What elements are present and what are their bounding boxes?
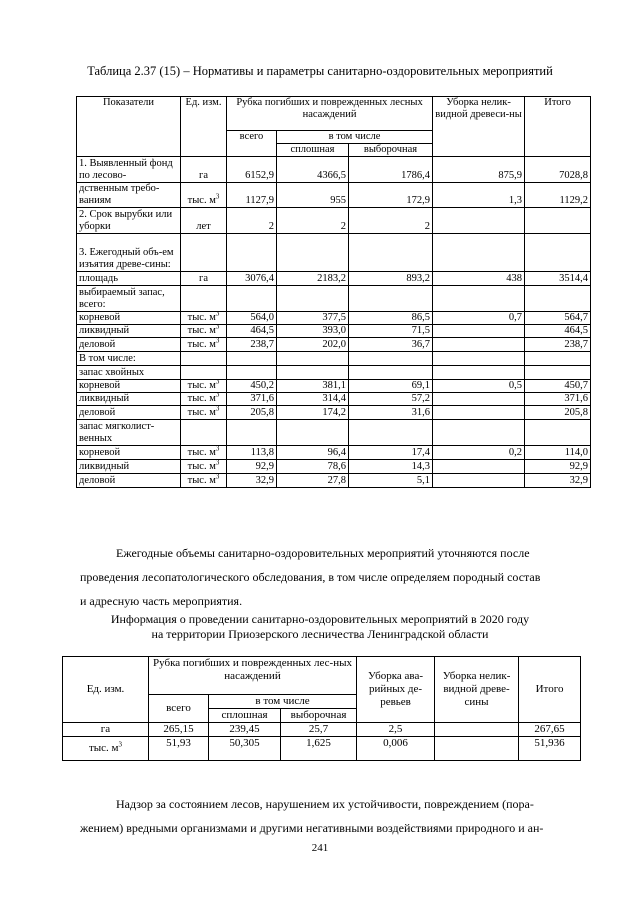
cell-selective: [349, 286, 433, 312]
cell-all: 205,8: [227, 406, 277, 420]
unit-superscript: 3: [215, 392, 220, 399]
cell-total: [525, 234, 591, 272]
t2-header-including: в том числе: [209, 695, 357, 709]
unit-superscript: 3: [215, 459, 220, 467]
paragraph-1-line-1: Ежегодные объемы санитарно-оздоровительных мероприятий уточняются после: [116, 546, 530, 560]
table-row: [77, 406, 591, 420]
cell-clear: [277, 234, 349, 272]
row-label: деловой: [77, 474, 181, 488]
row-unit: [181, 234, 227, 272]
row-label: площадь: [77, 272, 181, 286]
cell-salvage: [433, 393, 525, 406]
cell-clear: [277, 286, 349, 312]
table-row: [77, 420, 591, 446]
cell-clear: 174,2: [277, 406, 349, 420]
cell-total: [525, 366, 591, 380]
cell-selective: 1786,4: [349, 157, 433, 183]
cell-all: [227, 366, 277, 380]
cell-clear: [277, 420, 349, 446]
cell-all: 2: [227, 208, 277, 234]
table-row: [77, 325, 591, 338]
cell-salvage: 0,5: [433, 380, 525, 393]
unit-superscript: 3: [215, 192, 220, 201]
unit-text: тыс. м: [88, 742, 119, 754]
paragraph-1: [80, 541, 580, 613]
cell-clear: 202,0: [277, 338, 349, 352]
cell-salvage: 0,7: [433, 312, 525, 325]
row-unit: [181, 183, 227, 208]
table-row: [77, 393, 591, 406]
row-unit: [181, 393, 227, 406]
cell-salvage: [433, 286, 525, 312]
cell-salvage: 1,3: [433, 183, 525, 208]
row-label: ликвидный: [77, 325, 181, 338]
cell-total: [525, 420, 591, 446]
cell-salvage: [433, 325, 525, 338]
t2-cell-total: 51,936: [519, 737, 581, 761]
t2-header-total: Итого: [519, 657, 581, 723]
row-unit: [181, 312, 227, 325]
t2-cell-emergency: 0,006: [357, 737, 435, 761]
cell-clear: 78,6: [277, 460, 349, 474]
header-selective: выборочная: [349, 144, 433, 157]
row-label: корневой: [77, 312, 181, 325]
cell-total: 114,0: [525, 446, 591, 460]
info-title-line-1: Информация о проведении санитарно-оздоровительных мероприятий в 2020 году: [110, 612, 530, 626]
cell-total: 564,7: [525, 312, 591, 325]
t2-cell-salvage: [435, 737, 519, 761]
t2-header-salvage: Уборка нелик-видной древе-сины: [435, 657, 519, 723]
cell-clear: 381,1: [277, 380, 349, 393]
cell-total: 450,7: [525, 380, 591, 393]
unit-superscript: 3: [215, 445, 220, 453]
row-unit: [181, 286, 227, 312]
t2-cell-clear: 50,305: [209, 737, 281, 761]
unit-text: га: [199, 170, 208, 181]
t2-header-selective: выборочная: [281, 709, 357, 723]
cell-all: 32,9: [227, 474, 277, 488]
cell-total: 32,9: [525, 474, 591, 488]
unit-superscript: 3: [118, 740, 123, 749]
cell-selective: 71,5: [349, 325, 433, 338]
unit-text: тыс. м: [187, 475, 216, 486]
header-total: Итого: [525, 97, 591, 157]
cell-total: 1129,2: [525, 183, 591, 208]
row-label: ликвидный: [77, 460, 181, 474]
info-title-line-2: на территории Приозерского лесничества Ленинградской области: [151, 627, 489, 641]
unit-text: тыс. м: [187, 325, 216, 336]
unit-superscript: 3: [215, 405, 220, 413]
paragraph-2-line-2: жением) вредными организмами и другими негативными воздействиями природного и ан-: [80, 821, 544, 835]
row-unit: [181, 352, 227, 366]
unit-text: тыс. м: [187, 195, 216, 206]
t2-cell-unit: га: [63, 723, 149, 737]
cell-salvage: 875,9: [433, 157, 525, 183]
header-all: всего: [227, 131, 277, 157]
unit-text: тыс. м: [187, 447, 216, 458]
t2-cell-all: 265,15: [149, 723, 209, 737]
row-label: 2. Срок вырубки или уборки: [77, 208, 181, 234]
row-label: 1. Выявленный фонд по лесово-: [77, 157, 181, 183]
cell-selective: 17,4: [349, 446, 433, 460]
cell-salvage: [433, 474, 525, 488]
cell-clear: [277, 366, 349, 380]
row-label: деловой: [77, 406, 181, 420]
row-unit: [181, 474, 227, 488]
cell-all: 464,5: [227, 325, 277, 338]
cell-selective: 86,5: [349, 312, 433, 325]
table-caption: Таблица 2.37 (15) – Нормативы и параметры санитарно-оздоровительных мероприятий: [87, 64, 553, 78]
cell-clear: 2183,2: [277, 272, 349, 286]
cell-salvage: [433, 420, 525, 446]
row-unit: [181, 460, 227, 474]
header-including: в том числе: [277, 131, 433, 144]
header-indicator: Показатели: [77, 97, 181, 157]
header-felling: Рубка погибших и поврежденных лесных насаждений: [227, 97, 433, 131]
unit-text: га: [199, 273, 208, 284]
cell-salvage: 0,2: [433, 446, 525, 460]
paragraph-1-line-2: проведения лесопатологического обследования, в том числе определяем породный состав: [80, 570, 541, 584]
cell-all: 113,8: [227, 446, 277, 460]
info-2020-table: [62, 656, 581, 761]
cell-total: 3514,4: [525, 272, 591, 286]
header-clear: сплошная: [277, 144, 349, 157]
t2-cell-total: 267,65: [519, 723, 581, 737]
cell-clear: [277, 352, 349, 366]
table-row: [77, 208, 591, 234]
sanitary-norms-table: [76, 96, 591, 488]
cell-all: 92,9: [227, 460, 277, 474]
unit-superscript: 3: [215, 473, 220, 481]
table-row: [77, 446, 591, 460]
table-row: [77, 460, 591, 474]
row-unit: [181, 420, 227, 446]
t2-cell-selective: 1,625: [281, 737, 357, 761]
cell-clear: 27,8: [277, 474, 349, 488]
cell-all: [227, 352, 277, 366]
row-label: 3. Ежегодный объ-ем изъятия древе-сины:: [77, 234, 181, 272]
row-unit: [181, 446, 227, 460]
row-unit: [181, 366, 227, 380]
cell-clear: 314,4: [277, 393, 349, 406]
cell-selective: 5,1: [349, 474, 433, 488]
paragraph-2: [80, 792, 580, 840]
unit-text: тыс. м: [187, 312, 216, 323]
cell-total: 92,9: [525, 460, 591, 474]
cell-clear: 393,0: [277, 325, 349, 338]
row-unit: [181, 406, 227, 420]
t2-cell-salvage: [435, 723, 519, 737]
cell-clear: 96,4: [277, 446, 349, 460]
cell-salvage: [433, 366, 525, 380]
cell-clear: 955: [277, 183, 349, 208]
t2-cell-all: 51,93: [149, 737, 209, 761]
unit-text: тыс. м: [187, 393, 216, 404]
cell-selective: 69,1: [349, 380, 433, 393]
row-label: корневой: [77, 380, 181, 393]
cell-salvage: [433, 460, 525, 474]
cell-all: 1127,9: [227, 183, 277, 208]
row-label: деловой: [77, 338, 181, 352]
cell-selective: [349, 420, 433, 446]
row-unit: [181, 325, 227, 338]
page-number: 241: [311, 842, 329, 854]
cell-total: 464,5: [525, 325, 591, 338]
table-row: [77, 338, 591, 352]
cell-salvage: [433, 352, 525, 366]
table-row: [77, 312, 591, 325]
t2-cell-selective: 25,7: [281, 723, 357, 737]
cell-clear: 2: [277, 208, 349, 234]
row-unit: [181, 157, 227, 183]
cell-selective: [349, 366, 433, 380]
header-salvage: Уборка нелик-видной древеси-ны: [433, 97, 525, 157]
row-label: ликвидный: [77, 393, 181, 406]
cell-total: 371,6: [525, 393, 591, 406]
cell-selective: 14,3: [349, 460, 433, 474]
t2-header-all: всего: [149, 695, 209, 723]
cell-total: [525, 286, 591, 312]
row-label: дственным требо-ваниям: [77, 183, 181, 208]
cell-total: 238,7: [525, 338, 591, 352]
unit-superscript: 3: [215, 379, 220, 386]
table-row: [77, 474, 591, 488]
unit-text: тыс. м: [187, 380, 216, 391]
cell-total: 7028,8: [525, 157, 591, 183]
cell-total: 205,8: [525, 406, 591, 420]
cell-all: 450,2: [227, 380, 277, 393]
cell-all: 564,0: [227, 312, 277, 325]
table-row: [77, 272, 591, 286]
unit-text: тыс. м: [187, 461, 216, 472]
cell-all: 6152,9: [227, 157, 277, 183]
t2-header-felling: Рубка погибших и поврежденных лес-ных насаждений: [149, 657, 357, 695]
cell-all: [227, 286, 277, 312]
t2-cell-clear: 239,45: [209, 723, 281, 737]
row-label: запас хвойных: [77, 366, 181, 380]
table-row: [63, 737, 581, 761]
unit-superscript: 3: [215, 311, 220, 318]
cell-all: [227, 234, 277, 272]
cell-selective: [349, 234, 433, 272]
t2-cell-unit: [63, 737, 149, 761]
row-label: выбираемый запас, всего:: [77, 286, 181, 312]
cell-salvage: [433, 234, 525, 272]
row-unit: [181, 338, 227, 352]
cell-clear: 4366,5: [277, 157, 349, 183]
unit-text: тыс. м: [187, 339, 216, 350]
cell-salvage: [433, 338, 525, 352]
cell-salvage: [433, 406, 525, 420]
cell-clear: 377,5: [277, 312, 349, 325]
row-unit: [181, 380, 227, 393]
cell-salvage: 438: [433, 272, 525, 286]
header-unit: Ед. изм.: [181, 97, 227, 157]
unit-superscript: 3: [215, 337, 220, 345]
cell-selective: 172,9: [349, 183, 433, 208]
table-row: [77, 234, 591, 272]
row-unit: [181, 272, 227, 286]
cell-selective: 57,2: [349, 393, 433, 406]
unit-superscript: 3: [215, 324, 220, 331]
table-row: [77, 366, 591, 380]
table-row: [63, 723, 581, 737]
unit-text: тыс. м: [187, 407, 216, 418]
paragraph-2-line-1: Надзор за состоянием лесов, нарушением их устойчивости, повреждением (пора-: [116, 797, 534, 811]
row-label: корневой: [77, 446, 181, 460]
cell-salvage: [433, 208, 525, 234]
cell-selective: 31,6: [349, 406, 433, 420]
cell-total: [525, 208, 591, 234]
cell-all: [227, 420, 277, 446]
t2-header-unit: Ед. изм.: [63, 657, 149, 723]
table-row: [77, 183, 591, 208]
row-unit: [181, 208, 227, 234]
row-label: запас мягколист-венных: [77, 420, 181, 446]
row-label: В том числе:: [77, 352, 181, 366]
table-row: [77, 380, 591, 393]
table-row: [77, 286, 591, 312]
cell-selective: 893,2: [349, 272, 433, 286]
cell-selective: 36,7: [349, 338, 433, 352]
table-row: [77, 157, 591, 183]
paragraph-1-line-3: и адресную часть мероприятия.: [80, 594, 243, 608]
t2-header-clear: сплошная: [209, 709, 281, 723]
cell-all: 3076,4: [227, 272, 277, 286]
cell-selective: [349, 352, 433, 366]
t2-cell-emergency: 2,5: [357, 723, 435, 737]
t2-header-emergency: Уборка ава-рийных де-ревьев: [357, 657, 435, 723]
cell-all: 238,7: [227, 338, 277, 352]
table-row: [77, 352, 591, 366]
cell-selective: 2: [349, 208, 433, 234]
cell-total: [525, 352, 591, 366]
unit-text: лет: [196, 221, 211, 232]
cell-all: 371,6: [227, 393, 277, 406]
